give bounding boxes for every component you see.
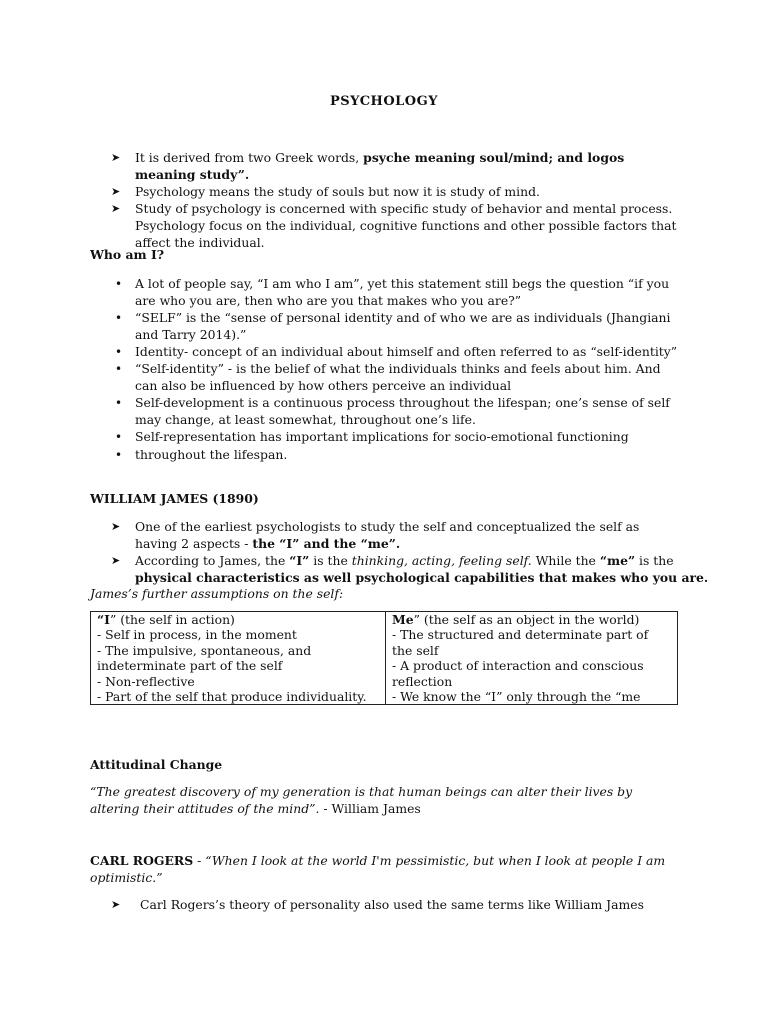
item-bold-text: “I” — [289, 552, 310, 568]
list-item: • “SELF” is the “sense of personal identity and of who we are as individuals (Jhangiani and Tarry 2014).” — [0, 310, 680, 343]
table-line: - The impulsive, spontaneous, and indeterminate part of the self — [97, 642, 312, 674]
heading-bold-text: “I — [97, 612, 110, 627]
table-line: - A product of interaction and conscious reflection — [392, 658, 644, 689]
item-italic-text: thinking, acting, feeling self. — [351, 552, 532, 568]
quote-text: “When I look at the world I'm pessimistic, but when I look at people I am optimistic.” — [90, 853, 666, 885]
me-column-cell — [386, 612, 678, 705]
item-bold-text: physical characteristics as well psychological capabilities that makes who you are. — [135, 569, 709, 585]
who-am-i-list — [0, 276, 680, 464]
heading-text: ” (the self in action) — [109, 612, 235, 627]
item-text: is the — [635, 552, 674, 568]
list-item — [0, 519, 680, 552]
item-bold-text: “me” — [599, 552, 636, 568]
carl-rogers-quote — [90, 853, 680, 886]
self-comparison-table — [90, 611, 678, 705]
section-heading-who-am-i: Who am I? — [90, 247, 165, 262]
table-line: - Self in process, in the moment — [97, 627, 297, 643]
list-item: • A lot of people say, “I am who I am”, yet this statement still begs the question “if you are who you are, then who are you that makes who you are?” — [0, 276, 680, 309]
list-item: ➤ Carl Rogers’s theory of personality also used the same terms like William James — [0, 897, 700, 914]
table-line: - Part of the self that produce individuality. — [97, 689, 367, 705]
list-item: • “Self-identity” - is the belief of what the individuals thinks and feels about him. And can also be influenced by how others perceive an individual — [0, 361, 680, 394]
separator-text: - — [193, 853, 206, 868]
section-heading-william-james: WILLIAM JAMES (1890) — [90, 491, 259, 506]
item-text: is the — [309, 552, 352, 568]
list-item — [0, 150, 680, 183]
quote-text: “The greatest discovery of my generation is that human beings can alter their lives by altering their attitudes of the mind”. — [90, 784, 633, 816]
assumptions-caption: James’s further assumptions on the self: — [90, 586, 344, 601]
list-item: ➤ Psychology means the study of souls but now it is study of mind. — [0, 184, 680, 201]
attitudinal-quote — [90, 784, 680, 817]
i-column-heading — [97, 612, 379, 627]
i-column-cell — [91, 612, 386, 705]
list-item: ➤ Study of psychology is concerned with specific study of behavior and mental process. Psychology focus on the individual, cognitive functions and other possible factors that affect the individual. — [0, 201, 680, 251]
page-title: PSYCHOLOGY — [329, 94, 439, 109]
section-heading-attitudinal-change: Attitudinal Change — [90, 757, 223, 772]
item-text: One of the earliest psychologists to study the self and conceptualized the self as having 2 aspects - — [135, 519, 640, 551]
item-text: It is derived from two Greek words, — [135, 150, 364, 165]
list-item — [0, 553, 715, 586]
table-line: - We know the “I” only through the “me — [392, 689, 641, 705]
carl-rogers-list — [0, 897, 700, 914]
carl-rogers-name: CARL ROGERS — [90, 853, 194, 868]
table-line: - The structured and determinate part of the self — [392, 627, 649, 658]
heading-bold-text: Me — [392, 612, 414, 627]
list-item: • Self-representation has important implications for socio-emotional functioning — [0, 429, 680, 446]
intro-list — [0, 150, 680, 252]
list-item: • Identity- concept of an individual about himself and often referred to as “self-identity” — [0, 344, 680, 361]
item-bold-text: the “I” and the “me”. — [252, 535, 401, 551]
heading-text: ” (the self as an object in the world) — [413, 612, 640, 627]
quote-attribution: - William James — [319, 800, 421, 816]
me-column-heading — [392, 612, 671, 627]
list-item: • throughout the lifespan. — [0, 447, 680, 464]
item-text: While the — [531, 552, 600, 568]
william-james-list — [0, 519, 715, 587]
table-line: - Non-reflective — [97, 673, 195, 689]
item-bold-text: psyche meaning soul/mind; and logos meaning study”. — [135, 150, 625, 182]
item-text: According to James, the — [135, 552, 290, 568]
list-item: • Self-development is a continuous process throughout the lifespan; one’s sense of self may change, at least somewhat, throughout one’s life. — [0, 395, 680, 428]
